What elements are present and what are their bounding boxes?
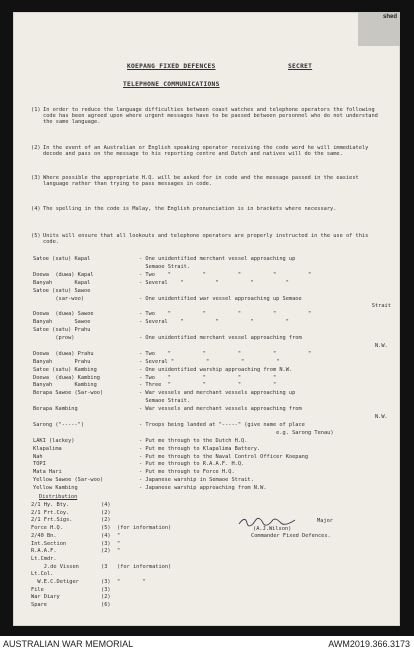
code-meaning: Semaoe Strait. (139, 263, 191, 270)
distribution-row (31, 525, 231, 532)
code-meaning: N.W. (139, 342, 388, 349)
distribution-unit: War Diary (31, 594, 60, 601)
code-meaning: - Three " " " " (139, 382, 277, 389)
code-row (33, 343, 393, 350)
code-word: Satoe (satu) Prahu (33, 327, 91, 334)
signature-rank: Major (317, 518, 333, 524)
code-word: Doewa (duwa) Sawoe (33, 311, 94, 318)
code-row (33, 406, 393, 413)
code-word: Yellow Kambing (33, 485, 78, 492)
distribution-unit: Force H.Q. (31, 525, 63, 532)
code-meaning: - Two " " " " " (139, 271, 312, 278)
distribution-quantity: (6) (101, 602, 111, 609)
distribution-row (31, 564, 231, 571)
code-meaning: - Two " " " " (139, 374, 277, 381)
distribution-quantity: (3) (101, 586, 111, 593)
code-row (33, 422, 393, 429)
tape-text: shed (382, 14, 397, 20)
code-meaning: - One unidentified war vessel approaching up Semaoe (139, 295, 302, 302)
code-meaning: - Two " " " " " (139, 311, 312, 318)
distribution-unit: Lt.Col. (31, 571, 54, 578)
code-word: Satoe (satu) Sawoe (33, 287, 91, 294)
code-word: Mata Hari (33, 469, 62, 476)
distribution-note: (for information) (117, 563, 172, 570)
code-word: LAKI (lackey) (33, 437, 75, 444)
code-meaning: - War vessels and merchant vessels approaching from (139, 406, 302, 413)
distribution-quantity: (2) (101, 509, 111, 516)
code-meaning: - Several " " " " (139, 358, 280, 365)
document-subtitle: TELEPHONE COMMUNICATIONS (123, 81, 220, 88)
code-meaning: - One unidentified merchant vessel approaching up (139, 256, 296, 262)
distribution-unit: File (31, 586, 44, 593)
distribution-quantity: (3 (101, 563, 108, 570)
code-word: Berapa Sawoe (Sar-woo) (33, 390, 104, 397)
distribution-row (31, 571, 231, 578)
code-row (33, 351, 393, 358)
code-meaning: - Japanese warship approaching from N.W. (139, 485, 267, 492)
code-row (33, 296, 393, 303)
code-meaning: - Troops being landed at "-----" (give name of place (139, 421, 305, 428)
distribution-row (31, 510, 231, 517)
paragraph-number: (5) (31, 233, 41, 239)
code-meaning: e.g. Sarong Tenau) (139, 429, 334, 436)
tape-strip (358, 12, 400, 46)
code-row (33, 303, 393, 310)
footer-institution: AUSTRALIAN WAR MEMORIAL (3, 639, 134, 649)
footer-bar (0, 636, 414, 653)
code-row (33, 469, 393, 476)
code-row (33, 390, 393, 397)
code-row (33, 256, 393, 263)
distribution-row (31, 541, 231, 548)
code-row (33, 430, 393, 437)
code-row (33, 438, 393, 445)
code-meaning: - Several " " " " (139, 319, 289, 326)
code-row (33, 359, 393, 366)
classification-label: SECRET (288, 63, 313, 70)
code-row (33, 288, 393, 295)
distribution-unit: W.E.C.Detiger (31, 579, 79, 585)
distribution-row (31, 579, 231, 586)
distribution-unit: 2/1 Frt.Coy. (31, 509, 70, 516)
distribution-heading: Distribution (39, 494, 78, 500)
paragraph-text: The spelling in the code is Malay, the English pronunciation is in brackets where necessary. (43, 206, 337, 212)
distribution-row (31, 548, 231, 555)
paragraph-number: (4) (31, 206, 41, 212)
code-meaning: - One unidentified warship approaching from N.W. (139, 366, 293, 373)
distribution-quantity: (2) (101, 548, 111, 555)
distribution-row (31, 556, 231, 563)
code-word: Klapalima (33, 445, 62, 452)
code-row (33, 272, 393, 279)
footer-accession-number: AWM2019.366.3173 (328, 639, 410, 649)
code-row (33, 375, 393, 382)
code-meaning: - Put me through to the Naval Control Officer Koepang (139, 453, 309, 460)
code-meaning: - Put me through to Klapalima Battery. (139, 445, 261, 452)
distribution-unit: Int.Section (31, 540, 67, 547)
code-meaning: - Two " " " " " (139, 350, 312, 357)
distribution-unit: Lt.Cmdr. (31, 555, 57, 562)
code-word: Doewa (duwa) Kapal (33, 271, 94, 278)
distribution-unit: R.A.A.F. (31, 548, 57, 555)
distribution-row (31, 502, 231, 509)
distribution-unit: J.de Vissen (31, 563, 79, 570)
paragraph-number: (2) (31, 145, 41, 151)
code-row (33, 485, 393, 492)
code-meaning: - Several " " " " (139, 279, 289, 286)
code-word: Doewa (duwa) Prahu (33, 350, 94, 357)
code-meaning: - War vessels and merchant vessels approaching up (139, 390, 296, 397)
code-word: Sarong ("-----") (33, 421, 85, 428)
code-row (33, 311, 393, 318)
code-meaning: - One unidentified merchant vessel approaching from (139, 335, 302, 341)
distribution-quantity: (4) (101, 532, 111, 539)
distribution-unit: 2/1 Frt.Sigs. (31, 517, 73, 524)
distribution-row (31, 533, 231, 540)
distribution-row (31, 594, 231, 601)
code-row (33, 398, 393, 405)
distribution-row (31, 602, 231, 609)
code-meaning: - Put me through to Force H.Q. (139, 469, 235, 476)
code-word: Doewa (duwa) Kambing (33, 374, 100, 381)
distribution-quantity: (3) (101, 540, 111, 547)
paragraph-text: In order to reduce the language difficulties between coast watches and telephone operators the following code has been agreed upon where urgent messages have to be passed between personnel who do not understand the same language. (43, 107, 378, 126)
distribution-note: " (117, 548, 121, 555)
distribution-quantity: (2) (101, 517, 111, 524)
code-row (33, 446, 393, 453)
paragraph-number: (3) (31, 175, 41, 181)
paragraph-text: In the event of an Australian or English speaking operator receiving the code word he will immediately decode and pass on the message to his reporting centre and Dutch and natives will do the same. (43, 145, 369, 158)
code-word: (prow) (33, 335, 75, 341)
code-word: Banyah Prahu (33, 358, 91, 365)
distribution-quantity: (4) (101, 502, 111, 508)
code-word: Berapa Kambing (33, 406, 78, 413)
code-meaning: - Put me through to the Dutch H.Q. (139, 437, 248, 444)
distribution-unit: 2/40 Bn. (31, 532, 57, 539)
code-row (33, 280, 393, 287)
code-word: Nah (33, 453, 43, 460)
code-row (33, 382, 393, 389)
code-meaning: - Put me through to R.A.A.F. H.Q. (139, 461, 245, 468)
code-word: Banyah Kapal (33, 279, 91, 286)
distribution-note: " (117, 540, 121, 547)
code-row (33, 477, 393, 484)
code-word: Satoe (satu) Kapal (33, 256, 91, 262)
code-row (33, 327, 393, 334)
distribution-quantity: (5) (101, 525, 111, 532)
distribution-unit: 2/1 Hy. Bty. (31, 502, 70, 508)
distribution-note: (for information) (117, 525, 172, 532)
code-meaning: - Japanese warship in Semaoe Strait. (139, 477, 254, 484)
code-word: Banyah Sawoe (33, 319, 91, 326)
code-word: Satoe (satu) Kambing (33, 366, 97, 373)
paragraph-text: Where possible the appropriate H.Q. will be asked for in code and the message passed in the easiest language rather than trying to pass messages in code. (43, 175, 359, 188)
distribution-note: " " (117, 579, 146, 585)
code-word: Yellow Sawoe (Sar-woo) (33, 477, 104, 484)
distribution-note: " (117, 532, 121, 539)
code-meaning: N.W. (139, 414, 388, 420)
code-row (33, 414, 393, 421)
distribution-row (31, 517, 231, 524)
code-row (33, 454, 393, 461)
paragraph-text: Units will ensure that all lookouts and telephone operators are properly instructed in the use of this code. (43, 233, 369, 246)
signature-name: (A.J.Wilson) (253, 526, 292, 532)
distribution-quantity: (3) (101, 579, 111, 585)
code-row (33, 264, 393, 271)
code-row (33, 367, 393, 374)
distribution-unit: Spare (31, 602, 47, 609)
document-title: KOEPANG FIXED DEFENCES (127, 63, 216, 70)
code-word: (sar-woo) (33, 295, 85, 302)
code-row (33, 319, 393, 326)
code-row (33, 461, 393, 468)
code-meaning: Strait (139, 303, 391, 310)
code-word: TOPI (33, 461, 46, 468)
signature-title: Commander Fixed Defences. (251, 533, 331, 539)
code-row (33, 335, 393, 342)
document-page (13, 12, 400, 626)
code-meaning: Semaoe Strait. (139, 398, 191, 405)
distribution-row (31, 587, 231, 594)
distribution-quantity: (2) (101, 594, 111, 601)
code-word: Banyah Kambing (33, 382, 97, 389)
paragraph-number: (1) (31, 107, 41, 113)
